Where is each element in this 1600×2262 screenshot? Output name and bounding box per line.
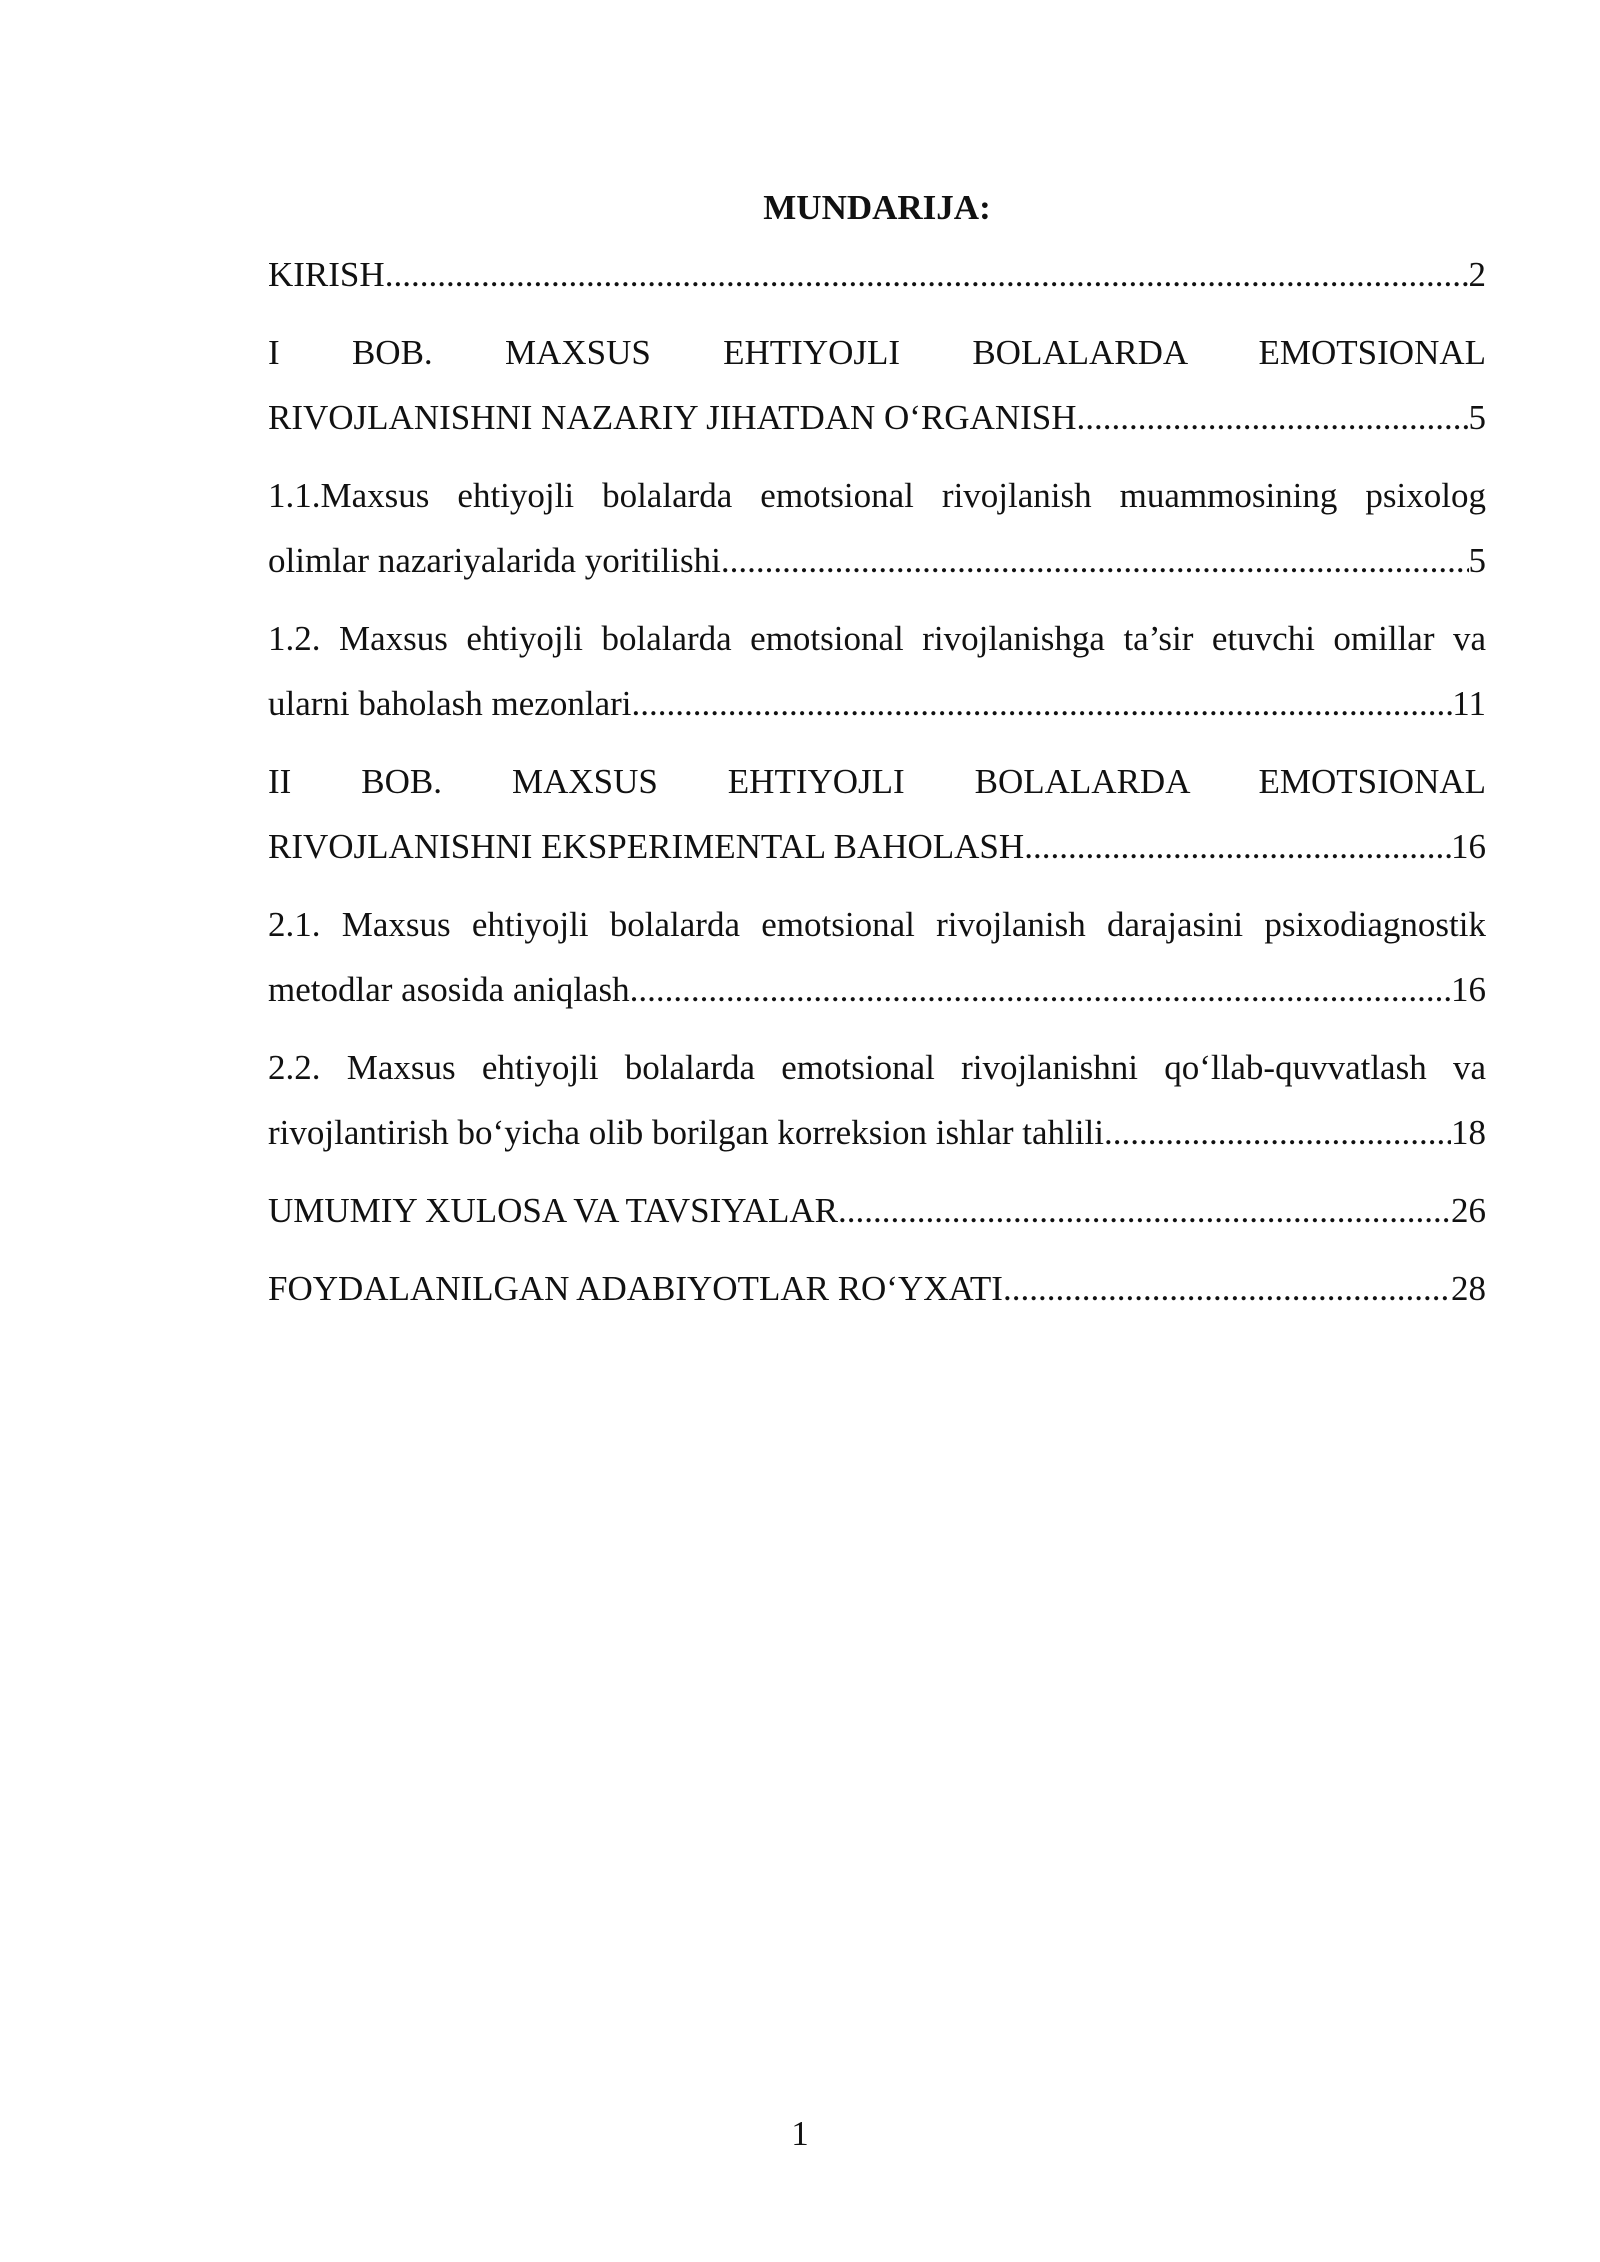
dot-leader bbox=[1104, 1100, 1451, 1165]
toc-entry-label-line1: 2.2. Maxsus ehtiyojli bolalarda emotsional rivojlanishni qo‘llab-quvvatlash va bbox=[268, 1048, 1486, 1087]
page-number: 1 bbox=[791, 2114, 809, 2153]
dot-leader bbox=[1024, 814, 1451, 879]
toc-entry-label: KIRISH bbox=[268, 255, 385, 294]
dot-leader bbox=[385, 242, 1469, 307]
toc-entry-page: 26 bbox=[1451, 1191, 1486, 1230]
toc-entry-label: rivojlantirish bo‘yicha olib borilgan korreksion ishlar tahlili bbox=[268, 1113, 1104, 1152]
dot-leader bbox=[838, 1178, 1451, 1243]
toc-entry-section-2-2[interactable] bbox=[268, 1035, 1486, 1165]
toc-entry-conclusions[interactable] bbox=[268, 1178, 1486, 1243]
toc-entry-label: RIVOJLANISHNI NAZARIY JIHATDAN O‘RGANISH bbox=[268, 398, 1077, 437]
toc-entry-label: FOYDALANILGAN ADABIYOTLAR RO‘YXATI bbox=[268, 1269, 1003, 1308]
toc-entry-section-1-2[interactable] bbox=[268, 606, 1486, 736]
toc-entry-page: 28 bbox=[1451, 1269, 1486, 1308]
toc-entry-label: olimlar nazariyalarida yoritilishi bbox=[268, 541, 721, 580]
toc-title: MUNDARIJA: bbox=[763, 188, 991, 227]
toc-entry-label-line1: II BOB. MAXSUS EHTIYOJLI BOLALARDA EMOTSIONAL bbox=[268, 762, 1486, 801]
toc-entry-page: 5 bbox=[1468, 398, 1486, 437]
table-of-contents bbox=[268, 182, 1486, 1334]
toc-entry-page: 2 bbox=[1468, 255, 1486, 294]
toc-entry-label-line1: I BOB. MAXSUS EHTIYOJLI BOLALARDA EMOTSIONAL bbox=[268, 333, 1486, 372]
toc-entry-page: 11 bbox=[1452, 684, 1486, 723]
toc-entry-chapter-2[interactable] bbox=[268, 749, 1486, 879]
dot-leader bbox=[630, 957, 1451, 1022]
dot-leader bbox=[721, 528, 1469, 593]
toc-entry-page: 18 bbox=[1451, 1113, 1486, 1152]
toc-entry-kirish[interactable] bbox=[268, 242, 1486, 307]
toc-entry-label-line1: 2.1. Maxsus ehtiyojli bolalarda emotsional rivojlanish darajasini psixodiagnostik bbox=[268, 905, 1486, 944]
dot-leader bbox=[631, 671, 1452, 736]
toc-entry-references[interactable] bbox=[268, 1256, 1486, 1321]
toc-entry-label: ularni baholash mezonlari bbox=[268, 684, 632, 723]
dot-leader bbox=[1077, 385, 1469, 450]
dot-leader bbox=[1003, 1256, 1451, 1321]
toc-entry-label: RIVOJLANISHNI EKSPERIMENTAL BAHOLASH bbox=[268, 827, 1025, 866]
toc-entry-label-line1: 1.1.Maxsus ehtiyojli bolalarda emotsional rivojlanish muammosining psixolog bbox=[268, 476, 1486, 515]
toc-entry-section-2-1[interactable] bbox=[268, 892, 1486, 1022]
toc-entry-chapter-1[interactable] bbox=[268, 320, 1486, 450]
toc-entry-label-line1: 1.2. Maxsus ehtiyojli bolalarda emotsional rivojlanishga ta’sir etuvchi omillar va bbox=[268, 619, 1486, 658]
toc-entry-page: 5 bbox=[1468, 541, 1486, 580]
toc-entry-label: metodlar asosida aniqlash bbox=[268, 970, 630, 1009]
toc-entry-page: 16 bbox=[1451, 970, 1486, 1009]
toc-entry-page: 16 bbox=[1451, 827, 1486, 866]
toc-entry-label: UMUMIY XULOSA VA TAVSIYALAR bbox=[268, 1191, 838, 1230]
toc-entry-section-1-1[interactable] bbox=[268, 463, 1486, 593]
